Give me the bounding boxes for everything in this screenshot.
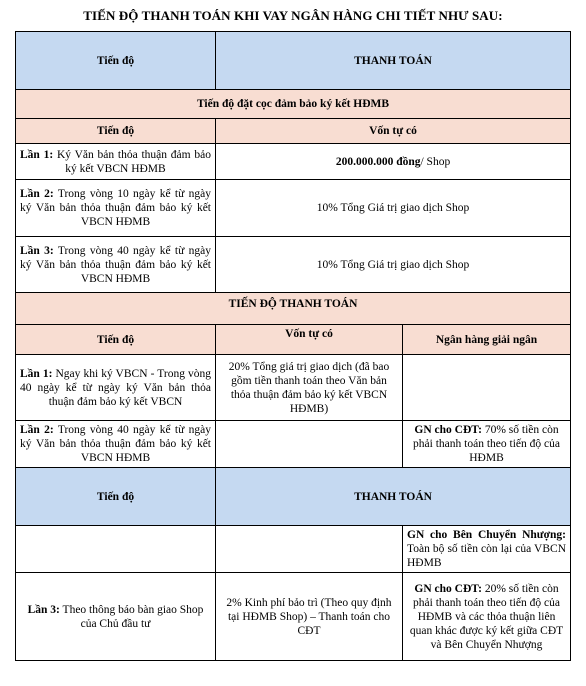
installment-desc: Ký Văn bản thỏa thuận đảm bảo ký kết VBCN HĐMB — [53, 148, 211, 175]
section-header-row — [16, 119, 571, 144]
payment-col-own-capital: Vốn tự có — [216, 325, 403, 355]
header-col-progress: Tiến độ — [16, 32, 216, 90]
deposit-col-progress: Tiến độ — [16, 119, 216, 144]
bank-desc: 70% số tiền còn phải thanh toán theo tiến độ của HĐMB — [413, 424, 560, 464]
installment-label: Lần 3: — [27, 603, 60, 616]
table-row — [16, 573, 571, 661]
row-bank-cell — [403, 526, 571, 573]
installment-desc: Trong vòng 40 ngày kể từ ngày ký Văn bản thỏa thuận đảm bảo ký kết VBCN HĐMB — [20, 424, 212, 464]
installment-label: Lần 1: — [20, 367, 53, 380]
row-progress-cell — [16, 526, 216, 573]
section-header-row — [16, 325, 571, 355]
bank-desc: Toàn bộ số tiền còn lại của VBCN HĐMB — [407, 543, 567, 569]
page-title: TIẾN ĐỘ THANH TOÁN KHI VAY NGÂN HÀNG CHI TIẾT NHƯ SAU: — [83, 8, 503, 23]
bank-label: GN cho CĐT: — [414, 424, 482, 436]
table-row — [16, 180, 571, 237]
amount-bold: 200.000.000 đồng — [335, 155, 421, 168]
installment-desc: Trong vòng 40 ngày kể từ ngày ký Văn bản thỏa thuận đảm bảo ký kết VBCN HĐMB — [20, 244, 212, 285]
row-progress-cell — [16, 144, 216, 180]
installment-label: Lần 2: — [20, 424, 54, 436]
row-progress-cell — [16, 355, 216, 421]
payment-col-progress: Tiến độ — [16, 325, 216, 355]
row-own-capital-cell — [216, 526, 403, 573]
row-bank-cell — [403, 421, 571, 468]
row-value-cell — [216, 144, 571, 180]
bank-desc: 20% số tiền còn phải thanh toán theo tiến độ của HĐMB và các thỏa thuận liên quan khác được ký kết giữa CĐT và Bên Chuyển Nhượng — [409, 582, 564, 651]
header2-col-progress: Tiến độ — [16, 468, 216, 526]
header-col-payment: THANH TOÁN — [216, 32, 571, 90]
amount-text: 10% Tổng Giá trị giao dịch Shop — [316, 202, 470, 214]
section-title-row — [16, 90, 571, 119]
row-value-cell — [216, 180, 571, 237]
amount-text: 10% Tổng Giá trị giao dịch Shop — [316, 258, 470, 271]
row-progress-cell — [16, 180, 216, 237]
row-own-capital-cell — [216, 421, 403, 468]
row-progress-cell — [16, 421, 216, 468]
row-bank-cell — [403, 355, 571, 421]
bank-label: GN cho CĐT: — [414, 582, 482, 595]
row-progress-cell — [16, 237, 216, 293]
table-header-row — [16, 468, 571, 526]
payment-col-bank: Ngân hàng giải ngân — [403, 325, 571, 355]
row-own-capital-cell: 20% Tổng giá trị giao dịch (đã bao gồm tiền thanh toán theo Văn bản thỏa thuận đảm bảo ký kết VBCN HĐMB) — [216, 355, 403, 421]
bank-label: GN cho Bên Chuyển Nhượng: — [407, 529, 567, 541]
table-row — [16, 237, 571, 293]
row-own-capital-cell: 2% Kinh phí bảo trì (Theo quy định tại HĐMB Shop) – Thanh toán cho CĐT — [216, 573, 403, 661]
installment-desc: Trong vòng 10 ngày kể từ ngày ký Văn bản thỏa thuận đảm bảo ký kết VBCN HĐMB — [20, 188, 212, 228]
installment-desc: Ngay khi ký VBCN - Trong vòng 40 ngày kể từ ngày ký Văn bản thỏa thuận đảm bảo ký kết VBCN — [20, 367, 211, 408]
installment-label: Lần 2: — [20, 188, 54, 200]
amount-unit: / Shop — [420, 155, 451, 168]
table-row — [16, 144, 571, 180]
payment-schedule-table — [15, 31, 571, 661]
installment-label: Lần 3: — [20, 244, 54, 257]
section-title-row — [16, 293, 571, 325]
deposit-section-title: Tiến độ đặt cọc đảm bảo ký kết HĐMB — [16, 90, 571, 119]
row-progress-cell — [16, 573, 216, 661]
payment-section-title: TIẾN ĐỘ THANH TOÁN — [16, 293, 571, 325]
table-row — [16, 355, 571, 421]
row-value-cell — [216, 237, 571, 293]
table-row — [16, 421, 571, 468]
deposit-col-own-capital: Vốn tự có — [216, 119, 571, 144]
installment-desc: Theo thông báo bàn giao Shop của Chủ đầu tư — [59, 603, 204, 630]
header2-col-payment: THANH TOÁN — [216, 468, 571, 526]
installment-label: Lần 1: — [20, 148, 54, 161]
table-header-row — [16, 32, 571, 90]
table-row — [16, 526, 571, 573]
row-bank-cell — [403, 573, 571, 661]
